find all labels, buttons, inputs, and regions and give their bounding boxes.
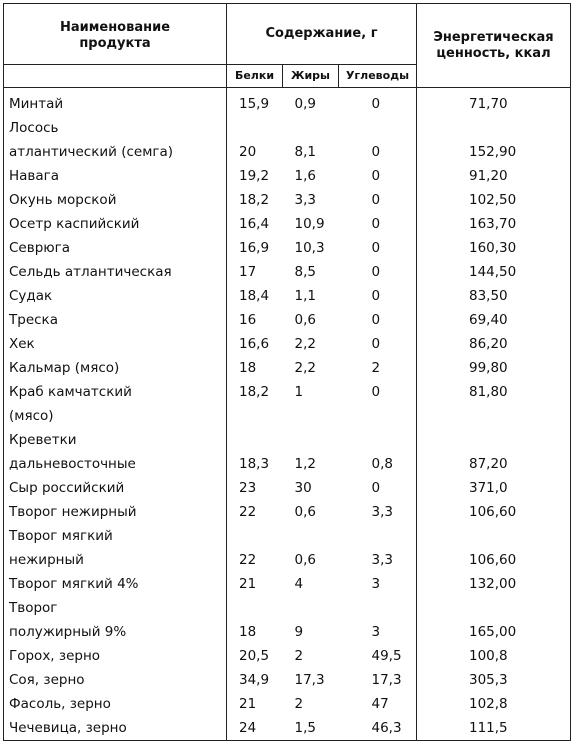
- cell-carbs: 0: [339, 236, 417, 260]
- cell-carbs: [339, 596, 417, 620]
- cell-kcal: 91,20: [469, 168, 508, 184]
- cell-protein: 22: [239, 552, 257, 568]
- cell-protein: 18,2: [239, 192, 270, 208]
- cell-protein: 20,5: [239, 648, 270, 664]
- cell-kcal: 106,60: [469, 504, 517, 520]
- cell-kcal: [417, 116, 571, 140]
- cell-protein: 18: [239, 624, 257, 640]
- cell-fat: [283, 116, 339, 140]
- table-row: [4, 116, 571, 140]
- cell-kcal: 111,5: [469, 720, 508, 736]
- cell-protein: 18,3: [239, 456, 270, 472]
- table-row: [4, 572, 571, 596]
- table-row: [4, 428, 571, 452]
- cell-carbs: 0: [339, 332, 417, 356]
- cell-name: Соя, зерно: [4, 668, 227, 692]
- cell-fat: 4: [294, 576, 304, 592]
- cell-kcal: 81,80: [469, 384, 508, 400]
- cell-carbs: 2: [339, 356, 417, 380]
- header-product-name: Наименование продукта: [4, 4, 227, 65]
- cell-fat: 30: [294, 480, 312, 496]
- cell-carbs: 3: [339, 572, 417, 596]
- cell-name: полужирный 9%: [4, 620, 227, 644]
- cell-name: Фасоль, зерно: [4, 692, 227, 716]
- cell-name: Сыр российский: [4, 476, 227, 500]
- cell-carbs: 49,5: [339, 644, 417, 668]
- nutrition-table: [3, 3, 571, 741]
- cell-protein: [227, 596, 283, 620]
- cell-kcal: 163,70: [469, 216, 517, 232]
- cell-name: Осетр каспийский: [4, 212, 227, 236]
- cell-carbs: [339, 404, 417, 428]
- cell-protein: [227, 428, 283, 452]
- cell-protein: 19,2: [239, 168, 270, 184]
- cell-carbs: 0: [339, 476, 417, 500]
- table-row: [4, 668, 571, 692]
- cell-kcal: 83,50: [469, 288, 508, 304]
- cell-fat: [283, 404, 339, 428]
- cell-protein: 22: [239, 504, 257, 520]
- cell-fat: 8,5: [294, 264, 316, 280]
- cell-kcal: 71,70: [469, 96, 508, 112]
- cell-kcal: 106,60: [469, 552, 517, 568]
- cell-fat: 0,6: [294, 312, 316, 328]
- table-row: [4, 212, 571, 236]
- cell-fat: 1,5: [294, 720, 316, 736]
- cell-kcal: 371,0: [469, 480, 508, 496]
- cell-fat: 10,3: [294, 240, 325, 256]
- header-carbs: Углеводы: [339, 65, 417, 88]
- cell-carbs: 0: [339, 380, 417, 404]
- cell-protein: 20: [239, 144, 257, 160]
- cell-kcal: 69,40: [469, 312, 508, 328]
- cell-name: Творог: [4, 596, 227, 620]
- cell-carbs: 0: [339, 164, 417, 188]
- cell-name: Креветки: [4, 428, 227, 452]
- cell-protein: [227, 524, 283, 548]
- table-row: [4, 524, 571, 548]
- cell-protein: 16: [239, 312, 257, 328]
- table-row: [4, 452, 571, 476]
- cell-name: Хек: [4, 332, 227, 356]
- cell-kcal: [417, 524, 571, 548]
- cell-carbs: 0: [339, 140, 417, 164]
- cell-name: Навага: [4, 164, 227, 188]
- cell-carbs: 17,3: [339, 668, 417, 692]
- cell-kcal: 102,8: [469, 696, 508, 712]
- cell-protein: 16,4: [239, 216, 270, 232]
- cell-kcal: 99,80: [469, 360, 508, 376]
- cell-name: (мясо): [4, 404, 227, 428]
- cell-fat: 0,6: [294, 552, 316, 568]
- cell-fat: 9: [294, 624, 304, 640]
- cell-name: Лосось: [4, 116, 227, 140]
- table-row: [4, 596, 571, 620]
- cell-name: Кальмар (мясо): [4, 356, 227, 380]
- cell-kcal: [417, 404, 571, 428]
- cell-protein: 34,9: [239, 672, 270, 688]
- table-row: [4, 164, 571, 188]
- cell-carbs: [339, 116, 417, 140]
- table-row: [4, 548, 571, 572]
- cell-name: Севрюга: [4, 236, 227, 260]
- header-protein: Белки: [227, 65, 283, 88]
- cell-name: Окунь морской: [4, 188, 227, 212]
- cell-fat: [283, 428, 339, 452]
- cell-kcal: [417, 596, 571, 620]
- cell-protein: 16,6: [239, 336, 270, 352]
- cell-fat: 1,1: [294, 288, 316, 304]
- cell-kcal: 132,00: [469, 576, 517, 592]
- subheader-empty: [4, 65, 227, 88]
- header-energy: Энергетическая ценность, ккал: [417, 4, 571, 88]
- table-row: [4, 260, 571, 284]
- cell-name: Творог мягкий 4%: [4, 572, 227, 596]
- cell-protein: 21: [239, 576, 257, 592]
- cell-fat: 8,1: [294, 144, 316, 160]
- table-row: [4, 356, 571, 380]
- cell-carbs: 0: [339, 260, 417, 284]
- cell-protein: 24: [239, 720, 257, 736]
- table-row: [4, 404, 571, 428]
- table-row: [4, 716, 571, 741]
- cell-protein: 21: [239, 696, 257, 712]
- cell-fat: 3,3: [294, 192, 316, 208]
- cell-protein: 18: [239, 360, 257, 376]
- cell-name: дальневосточные: [4, 452, 227, 476]
- cell-fat: 2,2: [294, 336, 316, 352]
- cell-fat: 10,9: [294, 216, 325, 232]
- cell-carbs: 46,3: [339, 716, 417, 741]
- cell-fat: 17,3: [294, 672, 325, 688]
- cell-fat: 0,9: [294, 96, 316, 112]
- cell-carbs: 3,3: [339, 500, 417, 524]
- cell-carbs: [339, 524, 417, 548]
- table-row: [4, 500, 571, 524]
- cell-kcal: 100,8: [469, 648, 508, 664]
- cell-kcal: 305,3: [469, 672, 508, 688]
- cell-kcal: [417, 428, 571, 452]
- header-content: Содержание, г: [227, 4, 417, 65]
- cell-name: атлантический (семга): [4, 140, 227, 164]
- cell-name: Творог мягкий: [4, 524, 227, 548]
- header-fat: Жиры: [283, 65, 339, 88]
- cell-fat: 0,6: [294, 504, 316, 520]
- cell-protein: 23: [239, 480, 257, 496]
- cell-carbs: 0: [339, 212, 417, 236]
- table-row: [4, 332, 571, 356]
- table-row: [4, 140, 571, 164]
- cell-protein: 15,9: [239, 96, 270, 112]
- cell-name: Творог нежирный: [4, 500, 227, 524]
- cell-fat: 2: [294, 648, 304, 664]
- table-row: [4, 692, 571, 716]
- cell-kcal: 152,90: [469, 144, 517, 160]
- cell-protein: 16,9: [239, 240, 270, 256]
- cell-kcal: 102,50: [469, 192, 517, 208]
- table-row: [4, 308, 571, 332]
- cell-fat: 1: [294, 384, 304, 400]
- table-row: [4, 236, 571, 260]
- table-row: [4, 476, 571, 500]
- cell-carbs: 0,8: [339, 452, 417, 476]
- cell-carbs: 0: [339, 88, 417, 117]
- cell-fat: 1,2: [294, 456, 316, 472]
- table-body: [4, 88, 571, 741]
- cell-carbs: 3,3: [339, 548, 417, 572]
- cell-kcal: 86,20: [469, 336, 508, 352]
- cell-kcal: 160,30: [469, 240, 517, 256]
- cell-fat: [283, 596, 339, 620]
- cell-kcal: 165,00: [469, 624, 517, 640]
- cell-name: нежирный: [4, 548, 227, 572]
- cell-protein: 17: [239, 264, 257, 280]
- cell-name: Краб камчатский: [4, 380, 227, 404]
- cell-protein: [227, 116, 283, 140]
- cell-name: Минтай: [4, 88, 227, 117]
- table-row: [4, 284, 571, 308]
- cell-name: Горох, зерно: [4, 644, 227, 668]
- table-row: [4, 380, 571, 404]
- cell-protein: [227, 404, 283, 428]
- header-row: [4, 4, 571, 65]
- cell-fat: 2: [294, 696, 304, 712]
- cell-carbs: 0: [339, 284, 417, 308]
- cell-name: Судак: [4, 284, 227, 308]
- cell-fat: 2,2: [294, 360, 316, 376]
- table-row: [4, 620, 571, 644]
- cell-carbs: 47: [339, 692, 417, 716]
- cell-fat: [283, 524, 339, 548]
- cell-name: Чечевица, зерно: [4, 716, 227, 741]
- cell-carbs: [339, 428, 417, 452]
- table-row: [4, 188, 571, 212]
- cell-kcal: 144,50: [469, 264, 517, 280]
- cell-fat: 1,6: [294, 168, 316, 184]
- table-row: [4, 644, 571, 668]
- cell-name: Треска: [4, 308, 227, 332]
- cell-kcal: 87,20: [469, 456, 508, 472]
- cell-carbs: 3: [339, 620, 417, 644]
- cell-name: Сельдь атлантическая: [4, 260, 227, 284]
- cell-protein: 18,4: [239, 288, 270, 304]
- cell-carbs: 0: [339, 188, 417, 212]
- cell-protein: 18,2: [239, 384, 270, 400]
- cell-carbs: 0: [339, 308, 417, 332]
- table-row: [4, 88, 571, 117]
